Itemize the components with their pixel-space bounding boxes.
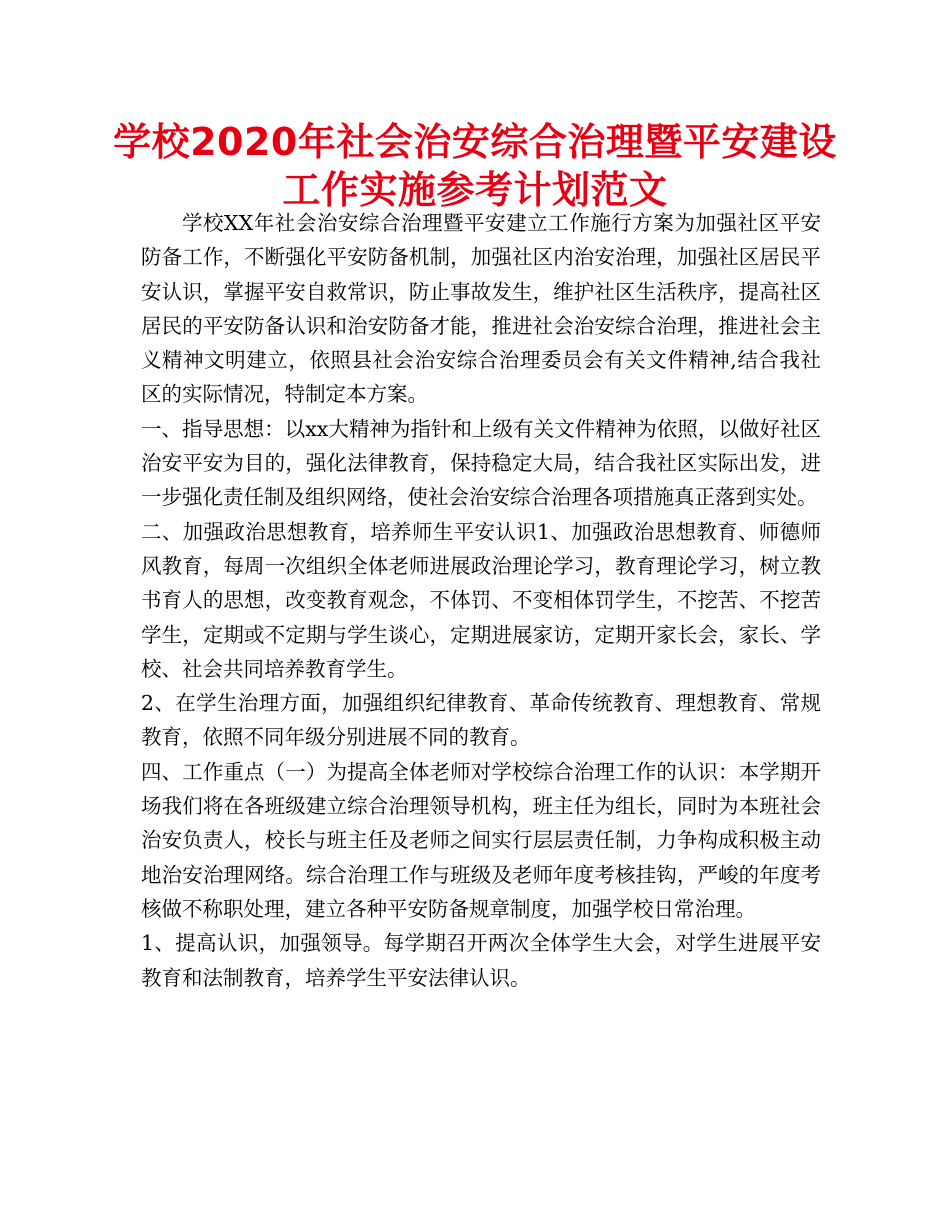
- document-body: [141, 206, 821, 995]
- paragraph-work-focus: 四、工作重点（一）为提高全体老师对学校综合治理工作的认识：本学期开场我们将在各班级建立综合治理领导机构，班主任为组长，同时为本班社会治安负责人，校长与班主任及老师之间实行层层责任制，力争构成积极主动地治安治理网络。综合治理工作与班级及老师年度考核挂钩，严峻的年度考核做不称职处理，建立各种平安防备规章制度，加强学校日常治理。: [141, 759, 821, 921]
- document-title: [100, 118, 850, 214]
- paragraph-political-education: 二、加强政治思想教育，培养师生平安认识1、加强政治思想教育、师德师风教育，每周一次组织全体老师进展政治理论学习，教育理论学习，树立教书育人的思想，改变教育观念，不体罚、不变相体罚学生，不挖苦、不挖苦学生，定期或不定期与学生谈心，定期进展家访，定期开家长会，家长、学校、社会共同培养教育学生。: [141, 519, 821, 681]
- paragraph-leadership: 1、提高认识，加强领导。每学期召开两次全体学生大会，对学生进展平安教育和法制教育，培养学生平安法律认识。: [141, 931, 821, 990]
- paragraph-guiding-thought: 一、指导思想：以xx大精神为指针和上级有关文件精神为依照，以做好社区治安平安为目的，强化法律教育，保持稳定大局，结合我社区实际出发，进一步强化责任制及组织网络，使社会治安综合治理各项措施真正落到实处。: [141, 416, 821, 510]
- title-line-2: 工作实施参考计划范文: [282, 168, 668, 212]
- paragraph-intro: 学校XX年社会治安综合治理暨平安建立工作施行方案为加强社区平安防备工作，不断强化平安防备机制，加强社区内治安治理，加强社区居民平安认识，掌握平安自救常识，防止事故发生，维护社区生活秩序，提高社区居民的平安防备认识和治安防备才能，推进社会治安综合治理，推进社会主义精神文明建立，依照县社会治安综合治理委员会有关文件精神,结合我社区的实际情况，特制定本方案。: [141, 211, 821, 407]
- paragraph-student-management: 2、在学生治理方面，加强组织纪律教育、革命传统教育、理想教育、常规教育，依照不同年级分别进展不同的教育。: [141, 691, 821, 750]
- title-line-1: 学校2020年社会治安综合治理暨平安建设: [113, 120, 837, 164]
